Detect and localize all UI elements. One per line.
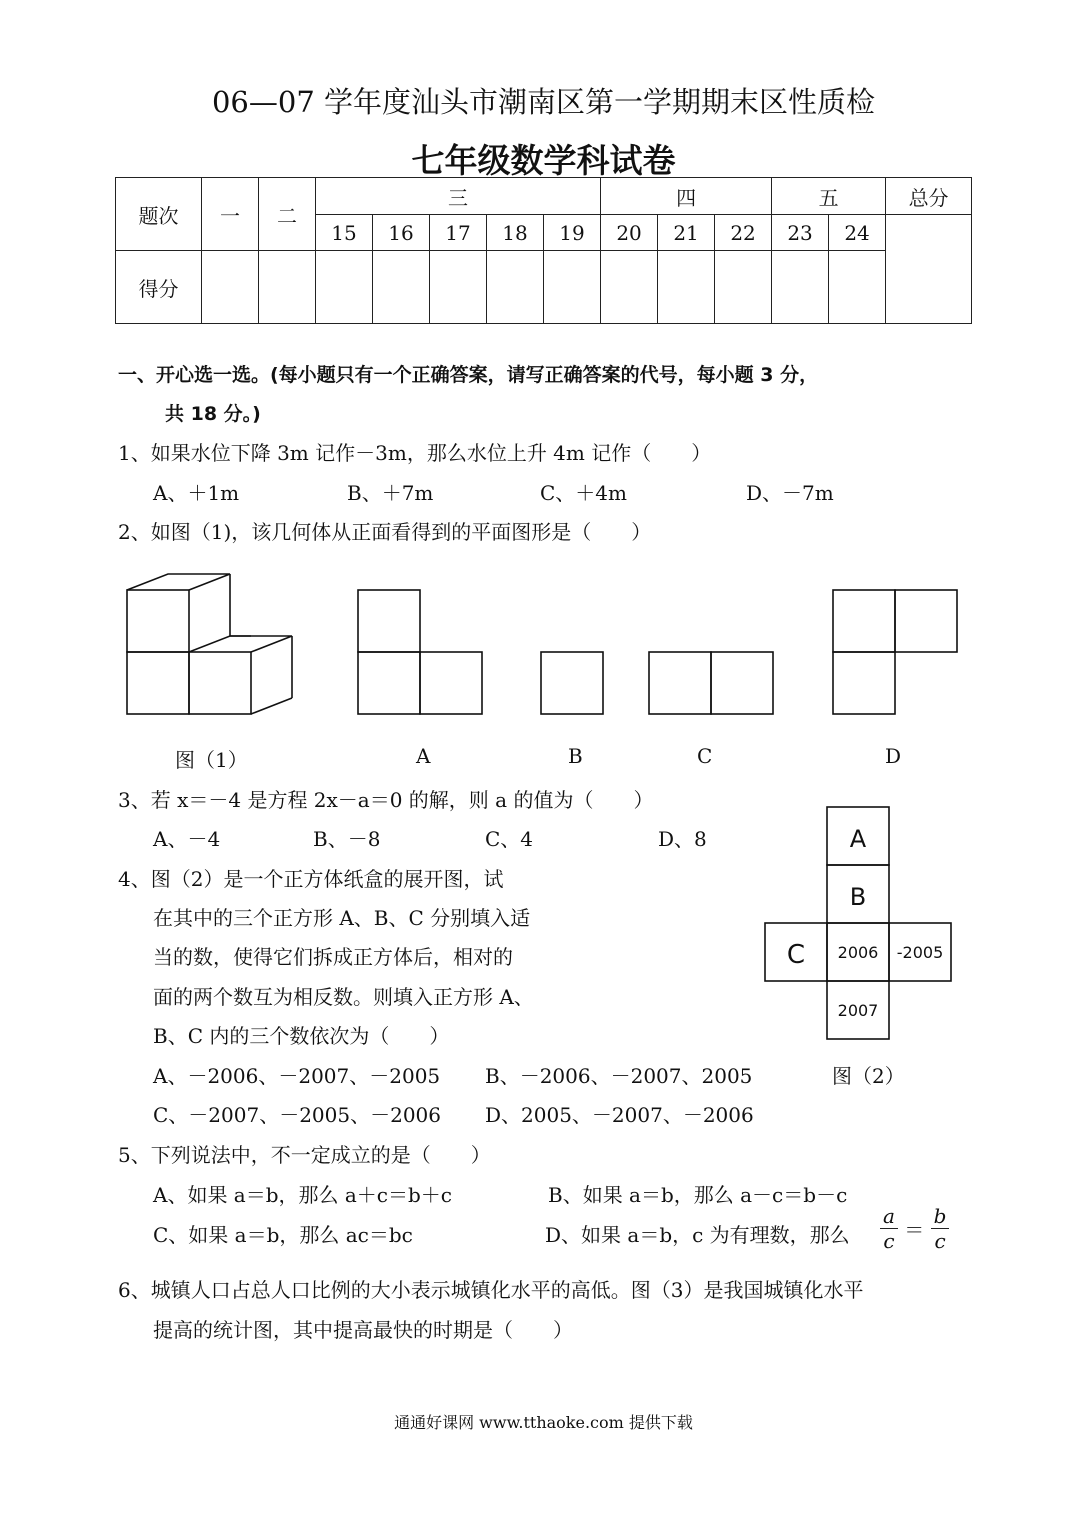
- frac-b-numerator: b: [931, 1204, 950, 1229]
- net-square-a: A: [849, 825, 867, 853]
- score-cell[interactable]: [601, 251, 658, 324]
- cube-net-figure-2: [760, 803, 960, 1043]
- col-header-two: 二: [259, 178, 316, 251]
- question-4-line-5: B、C 内的三个数依次为（ ）: [153, 1024, 450, 1048]
- score-cell[interactable]: [202, 251, 259, 324]
- score-cell[interactable]: [373, 251, 430, 324]
- frac-equals: ＝: [904, 1218, 925, 1242]
- net-2007: 2007: [837, 1001, 879, 1020]
- score-cell[interactable]: [487, 251, 544, 324]
- figure-c-label: C: [697, 744, 713, 768]
- frac-a-numerator: a: [880, 1204, 898, 1229]
- frac-b-denominator: c: [934, 1229, 946, 1253]
- col-header-four: 四: [601, 178, 772, 215]
- col-header-one: 一: [202, 178, 259, 251]
- sub-number: 24: [829, 215, 886, 251]
- q1-option-d: D、－7m: [746, 481, 834, 505]
- q4-option-b: B、－2006、－2007、2005: [485, 1064, 753, 1088]
- col-header-three: 三: [316, 178, 601, 215]
- option-d-figure: [833, 590, 957, 714]
- figure-d-label: D: [885, 744, 902, 768]
- q5-option-a: A、如果 a＝b，那么 a＋c＝b＋c: [153, 1183, 453, 1207]
- option-a-figure: [358, 590, 482, 714]
- q5-option-b: B、如果 a＝b，那么 a－c＝b－c: [548, 1183, 848, 1207]
- q3-option-c: C、4: [485, 827, 534, 851]
- sub-number: 17: [430, 215, 487, 251]
- net-square-c: C: [786, 940, 806, 970]
- page-footer: 通通好课网 www.tthaoke.com 提供下载: [394, 1413, 693, 1432]
- question-4-line-4: 面的两个数互为相反数。则填入正方形 A、: [153, 985, 534, 1009]
- sub-number: 21: [658, 215, 715, 251]
- section1-heading-cont: 共 18 分。): [165, 403, 261, 425]
- score-cell[interactable]: [544, 251, 601, 324]
- score-cell[interactable]: [829, 251, 886, 324]
- exam-subtitle: 06—07 学年度汕头市潮南区第一学期期末区性质检: [211, 85, 876, 119]
- question-4-line-1: 4、图（2）是一个正方体纸盒的展开图，试: [118, 867, 504, 891]
- row-label-question: 题次: [116, 178, 202, 251]
- score-cell[interactable]: [715, 251, 772, 324]
- sub-number: 23: [772, 215, 829, 251]
- section1-heading: 一、开心选一选。(每小题只有一个正确答案，请写正确答案的代号，每小题 3 分，: [118, 364, 819, 386]
- score-cell[interactable]: [316, 251, 373, 324]
- option-c-figure: [649, 652, 773, 714]
- col-header-five: 五: [772, 178, 886, 215]
- score-cell[interactable]: [430, 251, 487, 324]
- q4-option-c: C、－2007、－2005、－2006: [153, 1103, 441, 1127]
- figure-2-label: 图（2）: [832, 1064, 905, 1088]
- figure-1-label: 图（1）: [175, 748, 248, 772]
- q5-option-c: C、如果 a＝b，那么 ac＝bc: [153, 1223, 413, 1247]
- q5-option-d-text: D、如果 a＝b，c 为有理数，那么: [545, 1223, 850, 1247]
- sub-number: 20: [601, 215, 658, 251]
- fraction-a-over-c: [880, 1204, 898, 1253]
- fraction-b-over-c: [931, 1204, 950, 1253]
- question-4-line-2: 在其中的三个正方形 A、B、C 分别填入适: [153, 906, 531, 930]
- exam-title: 七年级数学科试卷: [411, 141, 676, 180]
- sub-number: 18: [487, 215, 544, 251]
- q2-figures: [110, 560, 990, 730]
- q3-option-a: A、－4: [153, 827, 221, 851]
- sub-number: 19: [544, 215, 601, 251]
- question-1: 1、如果水位下降 3m 记作－3m，那么水位上升 4m 记作（ ）: [118, 441, 712, 465]
- net-2006: 2006: [837, 943, 879, 962]
- q1-option-c: C、＋4m: [540, 481, 627, 505]
- score-table: [115, 177, 972, 324]
- question-6-line-2: 提高的统计图，其中提高最快的时期是（ ）: [153, 1318, 573, 1342]
- sub-number: 15: [316, 215, 373, 251]
- net-neg-2005: -2005: [896, 943, 944, 962]
- figure-b-label: B: [568, 744, 583, 768]
- row-label-score: 得分: [116, 251, 202, 324]
- q3-option-d: D、8: [658, 827, 707, 851]
- question-3: 3、若 x＝－4 是方程 2x－a＝0 的解，则 a 的值为（ ）: [118, 788, 654, 812]
- question-6-line-1: 6、城镇人口占总人口比例的大小表示城镇化水平的高低。图（3）是我国城镇化水平: [118, 1278, 864, 1302]
- net-square-b: B: [849, 883, 867, 911]
- q4-option-a: A、－2006、－2007、－2005: [153, 1064, 441, 1088]
- figure-a-label: A: [416, 744, 431, 768]
- fraction-equation: [880, 1204, 949, 1253]
- score-cell[interactable]: [658, 251, 715, 324]
- frac-a-denominator: c: [883, 1229, 895, 1253]
- sub-number: 16: [373, 215, 430, 251]
- q5-option-d: [545, 1219, 850, 1248]
- q1-option-a: A、＋1m: [153, 481, 240, 505]
- score-cell[interactable]: [772, 251, 829, 324]
- q3-option-b: B、－8: [313, 827, 381, 851]
- question-4-line-3: 当的数，使得它们拆成正方体后，相对的: [153, 945, 513, 969]
- sub-number: 22: [715, 215, 772, 251]
- question-5: 5、下列说法中，不一定成立的是（ ）: [118, 1143, 491, 1167]
- col-header-total: 总分: [886, 178, 972, 215]
- score-cell[interactable]: [259, 251, 316, 324]
- q1-option-b: B、＋7m: [347, 481, 434, 505]
- q4-option-d: D、2005、－2007、－2006: [485, 1103, 754, 1127]
- solid-figure-1: [127, 574, 292, 714]
- total-score-cell[interactable]: [886, 215, 972, 324]
- option-b-figure: [541, 652, 603, 714]
- question-2: 2、如图（1)，该几何体从正面看得到的平面图形是（ ）: [118, 520, 652, 544]
